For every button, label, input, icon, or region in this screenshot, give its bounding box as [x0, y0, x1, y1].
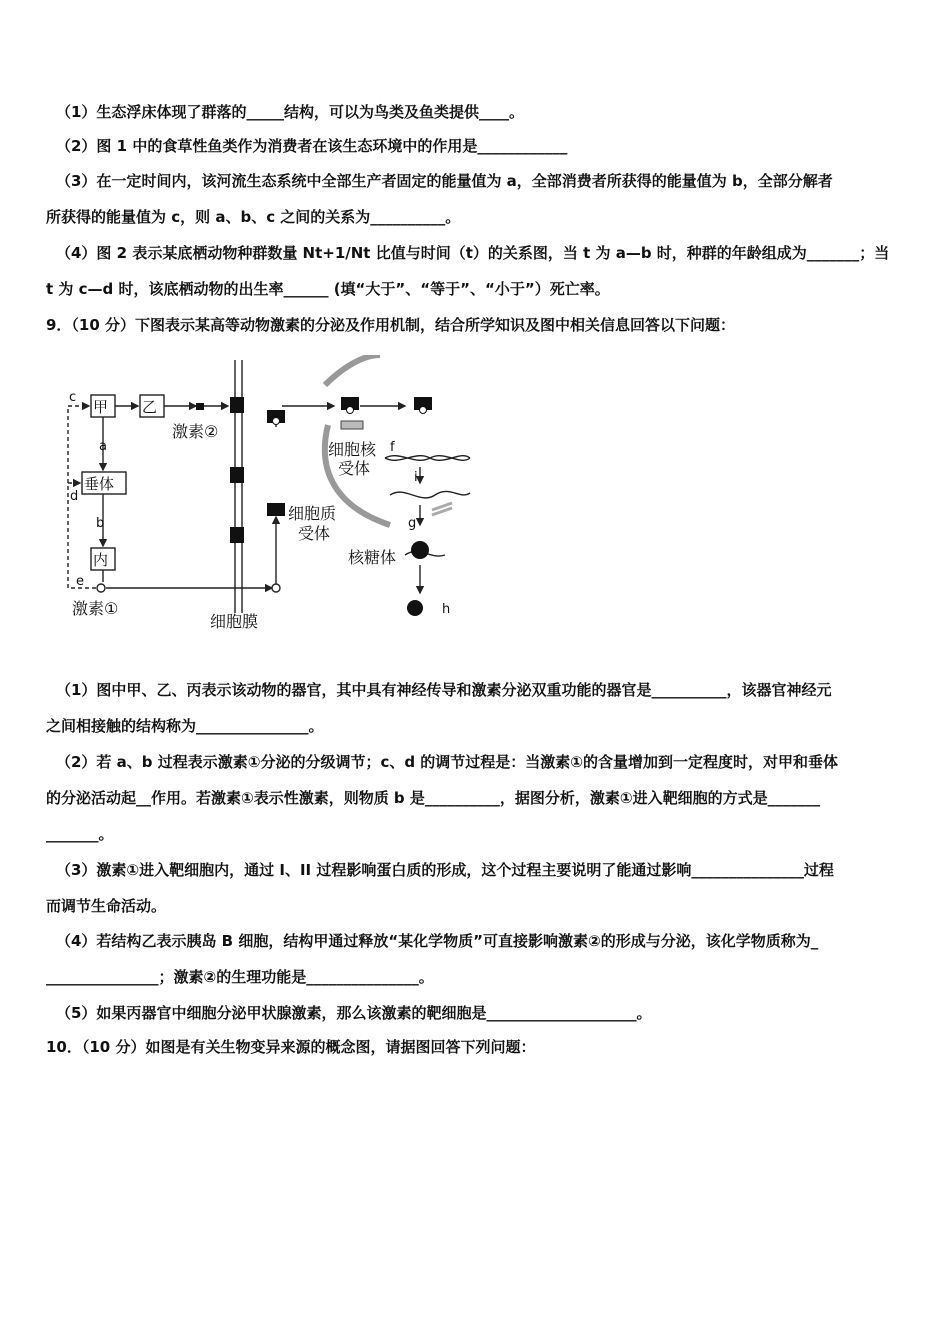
q9-part3-line2: 而调节生命活动。 [46, 897, 167, 915]
label-c: c [69, 390, 77, 405]
label-ribosome: 核糖体 [348, 548, 397, 567]
q8-part2: （2）图 1 中的食草性鱼类作为消费者在该生态环境中的作用是____________ [56, 137, 568, 155]
q8-part1: （1）生态浮床体现了群落的_____结构，可以为鸟类及鱼类提供____。 [56, 103, 524, 121]
label-cell-membrane: 细胞膜 [210, 612, 259, 631]
label-hormone-1: 激素① [72, 599, 119, 618]
label-nuclear-receptor-1: 细胞核 [328, 440, 377, 459]
label-cytoplasm-receptor-2: 受体 [298, 524, 331, 543]
label-cytoplasm-receptor-1: 细胞质 [288, 504, 337, 523]
label-g: g [408, 516, 417, 531]
label-yi: 乙 [142, 398, 158, 416]
membrane-receptor [230, 467, 244, 483]
label-h: h [442, 602, 451, 617]
q8-part4-line1: （4）图 2 表示某底栖动物种群数量 Nt+1/Nt 比值与时间（t）的关系图，当 t 为 a—b 时，种群的年龄组成为_______；当 [56, 244, 890, 262]
label-b: b [96, 516, 105, 531]
label-i: i [414, 470, 418, 485]
q9-part2-line1: （2）若 a、b 过程表示激素①分泌的分级调节；c、d 的调节过程是：当激素①的含量增加到一定程度时，对甲和垂体 [56, 753, 838, 771]
q9-part2-line2: 的分泌活动起__作用。若激素①表示性激素，则物质 b 是__________，据图分析，激素①进入靶细胞的方式是_______ [46, 789, 821, 807]
q9-part1-line2: 之间相接触的结构称为_______________。 [46, 717, 324, 735]
label-jia: 甲 [93, 398, 109, 416]
label-nei: 内 [93, 551, 109, 569]
label-chuiti: 垂体 [84, 475, 115, 493]
membrane-receptor [230, 397, 244, 413]
q8-part4-line2: t 为 c—d 时，该底栖动物的出生率______ (填“大于”、“等于”、“小于”）死亡率。 [46, 280, 610, 298]
membrane-receptor [230, 527, 244, 543]
label-d: d [70, 489, 79, 504]
label-nuclear-receptor-2: 受体 [338, 459, 371, 478]
q9-part4-line2: _______________；激素②的生理功能是_______________。 [46, 968, 434, 986]
label-a: a [99, 439, 107, 454]
hormone-mechanism-diagram [60, 355, 480, 640]
q9-part2-line3: _______。 [46, 825, 114, 843]
label-e: e [76, 574, 84, 589]
q9-title: 9．（10 分）下图表示某高等动物激素的分泌及作用机制，结合所学知识及图中相关信息回答以下问题： [46, 316, 736, 334]
label-f: f [390, 440, 395, 455]
q8-part3-line1: （3）在一定时间内，该河流生态系统中全部生产者固定的能量值为 a，全部消费者所获得的能量值为 b，全部分解者 [56, 172, 833, 190]
q9-part3-line1: （3）激素①进入靶细胞内，通过 I、II 过程影响蛋白质的形成，这个过程主要说明了能通过影响_______________过程 [56, 861, 834, 879]
q9-part4-line1: （4）若结构乙表示胰岛 B 细胞，结构甲通过释放“某化学物质”可直接影响激素②的形成与分泌，该化学物质称为_ [56, 932, 819, 950]
q10-title: 10．（10 分）如图是有关生物变异来源的概念图，请据图回答下列问题： [46, 1038, 536, 1056]
q9-part5: （5）如果丙器官中细胞分泌甲状腺激素，那么该激素的靶细胞是____________________。 [56, 1004, 652, 1022]
q9-part1-line1: （1）图中甲、乙、丙表示该动物的器官，其中具有神经传导和激素分泌双重功能的器官是__________，该器官神经元 [56, 681, 832, 699]
label-hormone-2: 激素② [172, 422, 219, 441]
hormone-2-molecule [196, 403, 204, 410]
q8-part3-line2: 所获得的能量值为 c，则 a、b、c 之间的关系为__________。 [46, 208, 461, 226]
